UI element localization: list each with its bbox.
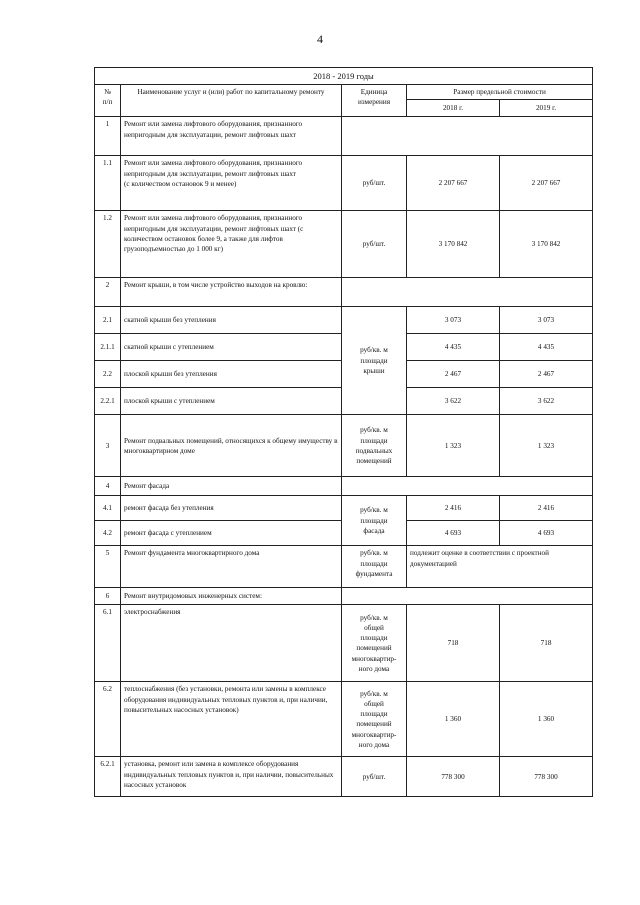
table-row xyxy=(95,307,593,334)
row-number: 1 xyxy=(95,117,121,156)
row-value-2018: 4 693 xyxy=(407,521,500,546)
row-name: Ремонт или замена лифтового оборудования, признанного непригодным для эксплуатации, ремонт лифтовых шахт (с количеством остановок 9 и менее) xyxy=(121,156,342,211)
roof-unit: руб/кв. м площади крыши xyxy=(342,307,407,415)
row-value-2018: 2 416 xyxy=(407,496,500,521)
row-name: ремонт фасада с утеплением xyxy=(121,521,342,546)
row-value-2018: 3 622 xyxy=(407,388,500,415)
row-unit: руб/шт. xyxy=(342,757,407,797)
row-name: Ремонт внутридомовых инженерных систем: xyxy=(121,588,342,605)
row-value-2019: 3 170 842 xyxy=(500,211,593,278)
row-value-2019: 4 435 xyxy=(500,334,593,361)
row-value-2019: 2 467 xyxy=(500,361,593,388)
header-number: № п/п xyxy=(95,85,121,117)
period-header: 2018 - 2019 годы xyxy=(95,68,593,85)
row-value-2019: 1 360 xyxy=(500,682,593,757)
row-name: Ремонт или замена лифтового оборудования, признанного непригодным для эксплуатации, ремонт лифтовых шахт xyxy=(121,117,342,156)
cost-limit-table xyxy=(94,67,593,797)
row-value-2019: 778 300 xyxy=(500,757,593,797)
row-number: 2 xyxy=(95,278,121,307)
header-2018: 2018 г. xyxy=(407,100,500,117)
row-number: 6.2 xyxy=(95,682,121,757)
row-empty xyxy=(342,477,593,496)
row-number: 6.1 xyxy=(95,605,121,682)
row-unit: руб/кв. м площади подвальных помещений xyxy=(342,415,407,477)
table-row xyxy=(95,477,593,496)
facade-unit: руб/кв. м площади фасада xyxy=(342,496,407,546)
row-name: установка, ремонт или замена в комплексе оборудования индивидуальных тепловых пунктов и, при наличии, повысительных насосных установок xyxy=(121,757,342,797)
row-name: скатной крыши без утепления xyxy=(121,307,342,334)
row-value-2019: 2 416 xyxy=(500,496,593,521)
row-note: подлежит оценке в соответствии с проектной документацией xyxy=(407,546,593,588)
row-name: теплоснабжения (без установки, ремонта или замены в комплексе оборудования индивидуальных тепловых пунктов и, при наличии, повысительных насосных установок) xyxy=(121,682,342,757)
header-limit: Размер предельной стоимости xyxy=(407,85,593,100)
row-name: Ремонт фасада xyxy=(121,477,342,496)
row-name: плоской крыши без утепления xyxy=(121,361,342,388)
header-name: Наименование услуг и (или) работ по капитальному ремонту xyxy=(121,85,342,117)
row-empty xyxy=(342,588,593,605)
row-name: Ремонт или замена лифтового оборудования, признанного непригодным для эксплуатации, ремонт лифтовых шахт (с количеством остановок более 9, а также для лифтов грузоподъемностью до 1 000 кг) xyxy=(121,211,342,278)
row-name: Ремонт фундамента многоквартирного дома xyxy=(121,546,342,588)
row-value-2019: 1 323 xyxy=(500,415,593,477)
table-row xyxy=(95,682,593,757)
table-row xyxy=(95,156,593,211)
row-name: скатной крыши с утеплением xyxy=(121,334,342,361)
row-unit: руб/кв. м общей площади помещений многоквартир- ного дома xyxy=(342,605,407,682)
table-row xyxy=(95,278,593,307)
row-name: Ремонт подвальных помещений, относящихся к общему имуществу в многоквартирном доме xyxy=(121,415,342,477)
row-value-2018: 718 xyxy=(407,605,500,682)
table-row xyxy=(95,588,593,605)
row-number: 3 xyxy=(95,415,121,477)
row-value-2019: 3 622 xyxy=(500,388,593,415)
row-value-2018: 1 323 xyxy=(407,415,500,477)
row-value-2018: 1 360 xyxy=(407,682,500,757)
row-name: плоской крыши с утеплением xyxy=(121,388,342,415)
row-name: Ремонт крыши, в том числе устройство выходов на кровлю: xyxy=(121,278,342,307)
row-value-2019: 3 073 xyxy=(500,307,593,334)
row-number: 6 xyxy=(95,588,121,605)
row-unit: руб/кв. м общей площади помещений многоквартир- ного дома xyxy=(342,682,407,757)
table-row xyxy=(95,415,593,477)
row-unit: руб/шт. xyxy=(342,211,407,278)
page-number: 4 xyxy=(317,32,323,46)
row-number: 2.1.1 xyxy=(95,334,121,361)
row-unit: руб/шт. xyxy=(342,156,407,211)
header-2019: 2019 г. xyxy=(500,100,593,117)
row-empty xyxy=(342,117,593,156)
row-unit: руб/кв. м площади фундамента xyxy=(342,546,407,588)
row-value-2019: 718 xyxy=(500,605,593,682)
header-unit: Единица измерения xyxy=(342,85,407,117)
table-row xyxy=(95,605,593,682)
row-number: 4.1 xyxy=(95,496,121,521)
row-value-2018: 2 467 xyxy=(407,361,500,388)
row-empty xyxy=(342,278,593,307)
row-number: 2.1 xyxy=(95,307,121,334)
row-value-2018: 4 435 xyxy=(407,334,500,361)
row-value-2019: 4 693 xyxy=(500,521,593,546)
row-value-2018: 778 300 xyxy=(407,757,500,797)
row-number: 1.1 xyxy=(95,156,121,211)
row-name: ремонт фасада без утепления xyxy=(121,496,342,521)
row-number: 6.2.1 xyxy=(95,757,121,797)
row-value-2018: 3 170 842 xyxy=(407,211,500,278)
row-number: 2.2.1 xyxy=(95,388,121,415)
row-value-2018: 3 073 xyxy=(407,307,500,334)
row-number: 5 xyxy=(95,546,121,588)
table-row xyxy=(95,211,593,278)
table-row xyxy=(95,117,593,156)
row-name: электроснабжения xyxy=(121,605,342,682)
row-number: 1.2 xyxy=(95,211,121,278)
row-number: 2.2 xyxy=(95,361,121,388)
table-row xyxy=(95,546,593,588)
table-row xyxy=(95,757,593,797)
row-value-2019: 2 207 667 xyxy=(500,156,593,211)
row-number: 4 xyxy=(95,477,121,496)
table-row xyxy=(95,496,593,521)
row-number: 4.2 xyxy=(95,521,121,546)
row-value-2018: 2 207 667 xyxy=(407,156,500,211)
